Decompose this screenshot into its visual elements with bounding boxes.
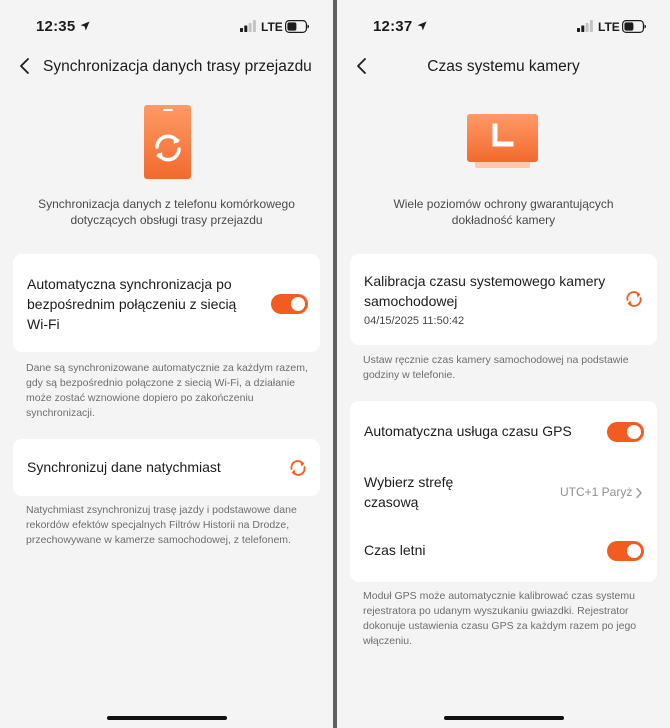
gps-settings-card [350, 401, 657, 582]
gps-time-toggle[interactable] [607, 422, 644, 442]
timezone-label: Wybierz strefę czasową [364, 474, 454, 510]
calibration-note: Ustaw ręcznie czas kamery samochodowej na podstawie godziny w telefonie. [363, 354, 629, 381]
home-indicator[interactable] [444, 716, 564, 720]
network-type: LTE [598, 20, 620, 34]
chevron-right-icon [635, 487, 643, 499]
screen-camera-time [337, 0, 670, 728]
nav-bar [337, 50, 670, 84]
timezone-value: UTC+1 Paryż [560, 485, 633, 499]
signal-icon [240, 20, 256, 32]
sync-now-label: Synchronizuj dane natychmiast [27, 459, 221, 475]
page-title: Czas systemu kamery [427, 58, 580, 75]
dst-label: Czas letni [364, 542, 426, 558]
calibration-card[interactable] [350, 254, 657, 345]
back-chevron-icon[interactable] [18, 57, 32, 75]
sync-icon[interactable] [288, 458, 308, 478]
calibration-datetime: 04/15/2025 11:50:42 [364, 315, 465, 327]
screen-route-sync [0, 0, 333, 728]
status-time: 12:37 [373, 18, 413, 35]
nav-bar [0, 50, 333, 84]
status-bar [337, 0, 670, 50]
auto-sync-label: Automatyczna synchronizacja po bezpośrednim połączeniu z siecią Wi-Fi [27, 276, 237, 332]
gps-time-label: Automatyczna usługa czasu GPS [364, 423, 572, 439]
auto-sync-toggle[interactable] [271, 294, 308, 314]
page-description: Synchronizacja danych z telefonu komórkowego dotyczących obsługi trasy przejazdu [38, 197, 295, 227]
network-type: LTE [261, 20, 283, 34]
battery-icon [285, 20, 309, 33]
auto-sync-card [13, 254, 320, 352]
page-description: Wiele poziomów ochrony gwarantujących dokładność kamery [393, 197, 614, 227]
battery-icon [622, 20, 646, 33]
location-arrow-icon [417, 21, 427, 31]
clock-screen-illustration-icon [465, 112, 540, 172]
calibration-label: Kalibracja czasu systemowego kamery samochodowej [364, 273, 606, 309]
page-title: Synchronizacja danych trasy przejazdu [43, 58, 312, 75]
timezone-row[interactable] [350, 463, 657, 523]
home-indicator[interactable] [107, 716, 227, 720]
status-time: 12:35 [36, 18, 76, 35]
sync-icon[interactable] [624, 289, 644, 309]
status-bar [0, 0, 333, 50]
gps-note: Moduł GPS może automatycznie kalibrować czas systemu rejestratora po udanym wyszukaniu gwiazdki. Rejestrator dokonuje ustawienia czasu GPS za każdym razem po jego włączeniu. [363, 590, 637, 647]
auto-sync-note: Dane są synchronizowane automatycznie za każdym razem, gdy są bezpośrednio połączone z siecią Wi-Fi, a działanie może zostać wznowione dopiero po zakończeniu synchronizacji. [26, 362, 308, 419]
sync-now-note: Natychmiast zsynchronizuj trasę jazdy i podstawowe dane rekordów efektów specjalnych Filtrów Historii na Drodze, przechowywane w kamerze samochodowej, z telefonem. [26, 504, 297, 546]
signal-icon [577, 20, 593, 32]
sync-now-card[interactable] [13, 439, 320, 496]
dst-toggle[interactable] [607, 541, 644, 561]
location-arrow-icon [80, 21, 90, 31]
phone-sync-illustration-icon [140, 103, 196, 181]
